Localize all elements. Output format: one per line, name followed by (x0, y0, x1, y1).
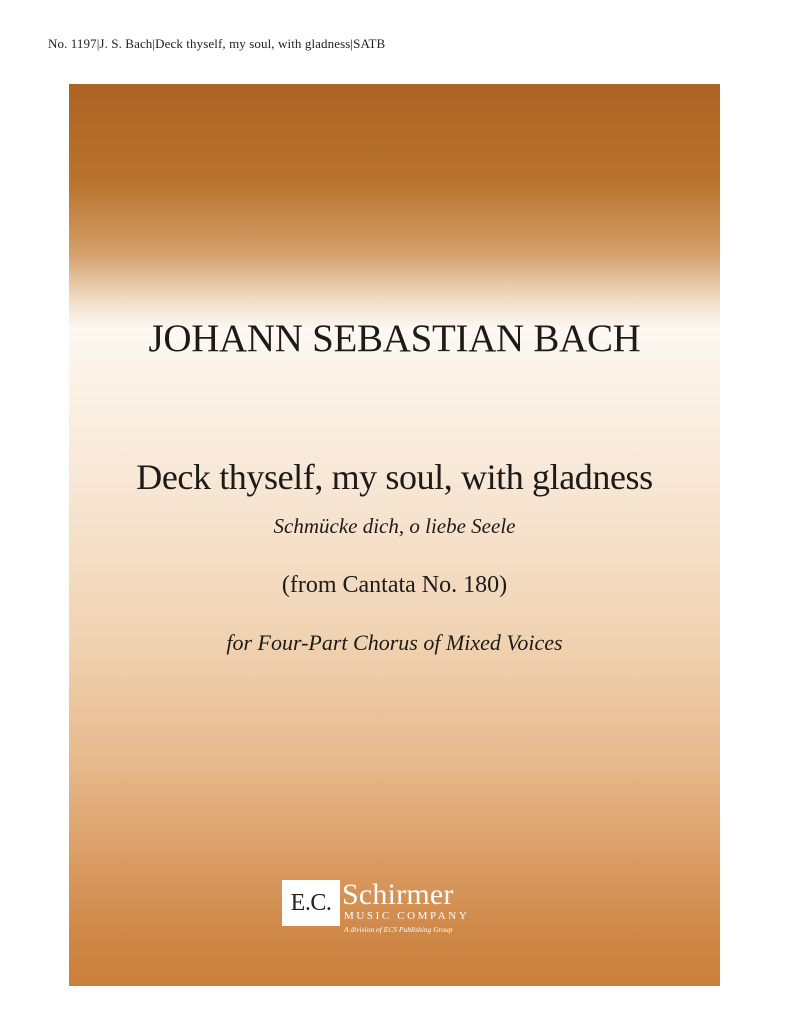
cover-panel (69, 84, 720, 986)
work-subtitle-german: Schmücke dich, o liebe Seele (273, 514, 516, 538)
publisher-company-line: MUSIC COMPANY (344, 910, 470, 922)
publisher-monogram: E.C. (282, 880, 340, 926)
catalog-header-line: No. 1197|J. S. Bach|Deck thyself, my soul, with gladness|SATB (48, 36, 386, 51)
voicing-description: for Four-Part Chorus of Mixed Voices (226, 630, 563, 655)
source-cantata: (from Cantata No. 180) (281, 572, 508, 598)
publisher-division-line: A division of ECS Publishing Group (344, 925, 453, 934)
composer-name: JOHANN SEBASTIAN BACH (148, 317, 641, 360)
publisher-logo (282, 880, 512, 940)
work-title: Deck thyself, my soul, with gladness (136, 457, 653, 497)
publisher-name: Schirmer (342, 878, 454, 911)
